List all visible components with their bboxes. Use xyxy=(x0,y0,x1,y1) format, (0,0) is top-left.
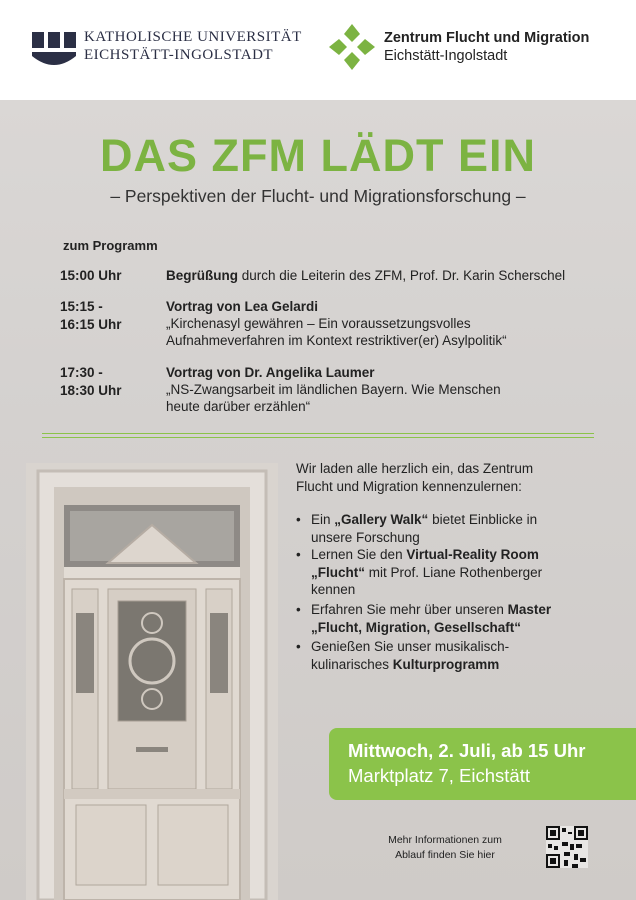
program-time-start: 15:00 Uhr xyxy=(60,268,122,283)
list-item-text: kennen xyxy=(311,582,356,597)
zfm-logo-icon xyxy=(327,22,377,72)
program-time-end: 16:15 Uhr xyxy=(60,317,122,332)
more-info-text: Mehr Informationen zum xyxy=(388,834,502,846)
program-heading: zum Programm xyxy=(63,238,158,253)
program-item-detail: „Kirchenasyl gewähren – Ein voraussetzungsvolles xyxy=(166,316,471,331)
list-item-text: Erfahren Sie mehr über unseren xyxy=(311,602,508,617)
list-item-highlight: „Gallery Walk“ xyxy=(334,512,429,527)
poster-subtitle: – Perspektiven der Flucht- und Migrationsforschung – xyxy=(110,186,526,206)
program-time-start: 15:15 - xyxy=(60,299,103,314)
program-time-start: 17:30 - xyxy=(60,365,103,380)
bullet-icon: • xyxy=(296,639,301,654)
divider-line xyxy=(42,437,594,438)
list-item-text: bietet Einblicke in xyxy=(428,512,538,527)
list-item-text: Genießen Sie unser musikalisch- xyxy=(311,639,510,654)
more-info-text: Ablauf finden Sie hier xyxy=(395,849,495,861)
invitation-line: Flucht und Migration kennenzulernen: xyxy=(296,478,522,494)
program-item-detail: Aufnahmeverfahren im Kontext restriktiver(er) Asylpolitik“ xyxy=(166,333,507,348)
divider-line xyxy=(42,433,594,434)
program-item-title: Vortrag von Dr. Angelika Laumer xyxy=(166,365,375,380)
door-photo xyxy=(26,463,278,900)
list-item-text: kulinarisches xyxy=(311,656,393,672)
list-item-text: unsere Forschung xyxy=(311,529,420,545)
event-location: Marktplatz 7, Eichstätt xyxy=(348,765,530,786)
program-item-detail: durch die Leiterin des ZFM, Prof. Dr. Karin Scherschel xyxy=(238,268,566,283)
list-item-text: Lernen Sie den xyxy=(311,547,407,562)
program-item-title: Vortrag von Lea Gelardi xyxy=(166,299,319,314)
program-item-title: Begrüßung xyxy=(166,268,238,283)
list-item-highlight: „Flucht“ xyxy=(311,564,365,580)
invitation-line: Wir laden alle herzlich ein, das Zentrum xyxy=(296,461,534,476)
bullet-icon: • xyxy=(296,602,301,617)
program-item-detail: heute darüber erzählen“ xyxy=(166,399,311,414)
university-shield-icon xyxy=(32,32,76,70)
program-item xyxy=(166,267,606,284)
poster-title: DAS ZFM LÄDT EIN xyxy=(100,130,536,181)
program-item xyxy=(166,364,606,415)
invitation-text xyxy=(296,460,596,495)
program-item-detail: „NS-Zwangsarbeit im ländlichen Bayern. Wie Menschen xyxy=(166,382,501,397)
qr-code-icon[interactable] xyxy=(546,826,588,868)
list-item-highlight: Master xyxy=(507,602,552,617)
bullet-icon: • xyxy=(296,512,301,527)
event-banner xyxy=(329,728,636,800)
program-time-end: 18:30 Uhr xyxy=(60,383,122,398)
university-name-line2: EICHSTÄTT-INGOLSTADT xyxy=(84,47,274,63)
list-item-highlight: Virtual-Reality Room xyxy=(406,547,539,562)
center-name-line1: Zentrum Flucht und Migration xyxy=(384,30,590,46)
bullet-icon: • xyxy=(296,547,301,562)
center-name-line2: Eichstätt-Ingolstadt xyxy=(384,48,508,64)
list-item-text: Ein xyxy=(311,512,335,527)
program-item xyxy=(166,298,606,349)
list-item-text: mit Prof. Liane Rothenberger xyxy=(365,564,543,580)
list-item-highlight: „Flucht, Migration, Gesellschaft“ xyxy=(311,619,522,635)
list-item-highlight: Kulturprogramm xyxy=(392,656,500,672)
event-date: Mittwoch, 2. Juli, ab 15 Uhr xyxy=(348,740,586,761)
university-name-line1: KATHOLISCHE UNIVERSITÄT xyxy=(84,29,302,45)
